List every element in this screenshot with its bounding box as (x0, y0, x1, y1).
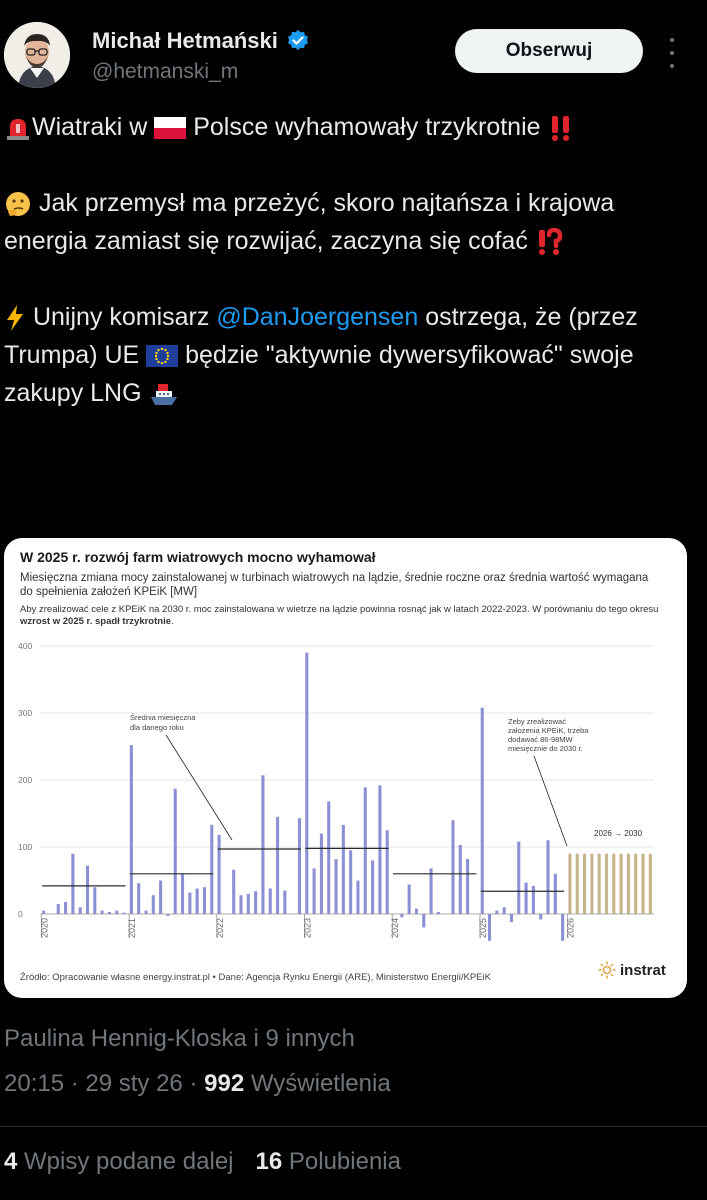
tweet-paragraph-1 (4, 108, 694, 146)
thinking-face-icon (4, 190, 32, 218)
monthly-bar (488, 914, 491, 941)
monthly-bar (218, 835, 221, 914)
monthly-bar (386, 830, 389, 914)
annotation-average: Średnia miesięczna dla danego roku (130, 713, 196, 732)
lightning-icon (4, 304, 26, 332)
monthly-bar (210, 825, 213, 914)
monthly-bar (342, 825, 345, 914)
target-bar (598, 854, 601, 914)
monthly-bar (305, 653, 308, 914)
x-year-label: 2020 (39, 917, 50, 938)
monthly-bar (196, 889, 199, 914)
follow-button[interactable]: Obserwuj (455, 29, 643, 73)
monthly-bar (422, 914, 425, 927)
monthly-bar (466, 859, 469, 914)
monthly-bar (320, 834, 323, 914)
x-year-label: 2023 (302, 917, 313, 938)
monthly-bar (430, 868, 433, 914)
target-bar (642, 854, 645, 914)
monthly-bar (327, 801, 330, 914)
verified-badge-icon (286, 29, 310, 53)
instrat-brand-text: instrat (620, 961, 666, 979)
tweet-header (0, 18, 707, 98)
monthly-bar (64, 902, 67, 914)
monthly-bar (159, 881, 162, 915)
monthly-bar (276, 817, 279, 914)
monthly-bar (371, 860, 374, 914)
monthly-bar (459, 845, 462, 914)
author-name[interactable]: Michał Hetmański (92, 28, 278, 53)
instrat-logo (598, 961, 666, 979)
monthly-bar (378, 785, 381, 914)
monthly-bar (181, 874, 184, 914)
monthly-bar (495, 911, 498, 914)
bar-chart (4, 538, 687, 998)
tweet-line1-b: Polsce wyhamowały trzykrotnie (193, 113, 541, 141)
likes-label: Polubienia (288, 1148, 401, 1175)
monthly-bar (42, 911, 45, 914)
siren-icon (4, 114, 32, 142)
chart-source: Źródło: Opracowanie własne energy.instrat.pl • Dane: Agencja Rynku Energii (ARE), Ministerstwo Energii/KPEiK (20, 972, 491, 983)
target-bar (620, 854, 623, 914)
monthly-bar (313, 868, 316, 914)
monthly-bar (539, 914, 542, 919)
monthly-bar (510, 914, 513, 922)
monthly-bar (283, 891, 286, 914)
y-tick-label: 100 (18, 842, 33, 852)
monthly-bar (152, 895, 155, 914)
target-bar (649, 854, 652, 914)
tweet-timestamp[interactable]: 20:15 · 29 sty 26 · (4, 1070, 198, 1097)
views-label: Wyświetlenia (250, 1070, 391, 1097)
tweet-para3-a: Unijny komisarz (32, 303, 210, 331)
reposts-count: 4 (4, 1148, 18, 1175)
x-year-label: 2022 (214, 917, 225, 938)
monthly-bar (57, 904, 60, 914)
tweet-para3-b: ostrzega, że (przez Trumpa) UE (4, 303, 638, 369)
author-handle[interactable]: @hetmanski_m (92, 60, 239, 83)
chart-description-bold: wzrost w 2025 r. spadł trzykrotnie (20, 616, 171, 627)
instrat-sun-icon (598, 961, 616, 979)
monthly-bar (79, 907, 82, 914)
monthly-bar (415, 909, 418, 914)
views-count: 992 (204, 1070, 245, 1097)
tweet-stats (4, 1148, 401, 1176)
monthly-bar (247, 894, 250, 914)
x-year-label: 2021 (127, 917, 138, 938)
target-bar (605, 854, 608, 914)
mention-link[interactable]: @DanJoergensen (216, 303, 419, 331)
eu-flag-icon (146, 345, 178, 367)
monthly-bar (481, 708, 484, 914)
annotation-target: Żeby zrealizować założenia KPEiK, trzeba dodawać 86-98MW miesięcznie do 2030 r. (508, 717, 589, 753)
chart-description-end: . (171, 616, 174, 627)
monthly-bar (115, 911, 118, 914)
monthly-bar (503, 907, 506, 914)
likes-stat[interactable] (256, 1148, 401, 1176)
target-bar (568, 854, 571, 914)
monthly-bar (349, 850, 352, 914)
y-tick-label: 400 (18, 641, 33, 651)
tweet-text (4, 108, 694, 450)
monthly-bar (137, 883, 140, 914)
monthly-bar (554, 874, 557, 914)
annotation-target-pointer (534, 756, 567, 846)
ship-icon (149, 380, 179, 408)
tweet-para2: Jak przemysł ma przeżyć, skoro najtańsza i krajowa energia zamiast się rozwijać, zaczyna się cofać (4, 189, 615, 255)
monthly-bar (400, 914, 403, 917)
target-bar (634, 854, 637, 914)
target-bar (590, 854, 593, 914)
tweet-line1-a: Wiatraki w (32, 113, 148, 141)
author-name-row[interactable] (92, 28, 310, 54)
x-year-label: 2024 (390, 917, 401, 938)
monthly-bar (174, 789, 177, 914)
double-exclamation-icon (548, 114, 574, 142)
target-bar (612, 854, 615, 914)
y-tick-label: 300 (18, 708, 33, 718)
monthly-bar (101, 911, 104, 914)
monthly-bar (130, 745, 133, 914)
exclamation-question-icon (535, 228, 563, 256)
monthly-bar (93, 887, 96, 914)
monthly-bar (408, 885, 411, 914)
monthly-bar (546, 840, 549, 914)
y-tick-label: 0 (18, 909, 23, 919)
monthly-bar (261, 775, 264, 914)
monthly-bar (144, 911, 147, 914)
monthly-bar (517, 842, 520, 914)
x-year-label: 2026 (565, 917, 576, 938)
liked-by-text[interactable]: Paulina Hennig-Kloska i 9 innych (4, 1025, 355, 1052)
tweet-paragraph-2 (4, 184, 694, 260)
monthly-bar (254, 891, 257, 914)
monthly-bar (71, 854, 74, 914)
monthly-bar (364, 787, 367, 914)
monthly-bar (188, 893, 191, 914)
reposts-label: Wpisy podane dalej (24, 1148, 234, 1175)
reposts-stat[interactable] (4, 1148, 234, 1176)
tweet-meta (4, 1070, 391, 1098)
monthly-bar (203, 887, 206, 914)
divider (0, 1126, 707, 1127)
monthly-bar (451, 820, 454, 914)
tweet-para3-c: będzie "aktywnie dywersyfikować" swoje zakupy LNG (4, 341, 634, 407)
poland-flag-icon (154, 117, 186, 139)
monthly-bar (232, 870, 235, 914)
monthly-bar (239, 895, 242, 914)
chart-description-text: Aby zrealizować cele z KPEiK na 2030 r. moc zainstalowana w wietrze na lądzie powinna rosnąć jak w latach 2022-2023. W porównaniu do tego okresu (20, 604, 659, 615)
chart-image-card[interactable] (4, 538, 687, 998)
likes-count: 16 (255, 1148, 283, 1175)
more-options-icon[interactable] (660, 38, 684, 68)
tweet-paragraph-3 (4, 298, 694, 412)
monthly-bar (356, 881, 359, 915)
x-year-label: 2025 (477, 917, 488, 938)
avatar[interactable] (4, 22, 70, 88)
monthly-bar (335, 859, 338, 914)
monthly-bar (298, 818, 301, 914)
target-bar (583, 854, 586, 914)
chart-title: W 2025 r. rozwój farm wiatrowych mocno wyhamował (20, 549, 376, 565)
target-bar (627, 854, 630, 914)
monthly-bar (86, 866, 89, 914)
chart-subtitle: Miesięczna zmiana mocy zainstalowanej w turbinach wiatrowych na lądzie, średnie roczne oraz średnia wartość wymagana do spełnienia założeń KPEiK [MW] (20, 572, 649, 598)
monthly-bar (561, 914, 564, 941)
target-range-label: 2026 → 2030 (594, 829, 643, 838)
monthly-bar (269, 889, 272, 914)
y-tick-label: 200 (18, 775, 33, 785)
monthly-bar (532, 886, 535, 914)
monthly-bar (525, 883, 528, 914)
target-bar (576, 854, 579, 914)
